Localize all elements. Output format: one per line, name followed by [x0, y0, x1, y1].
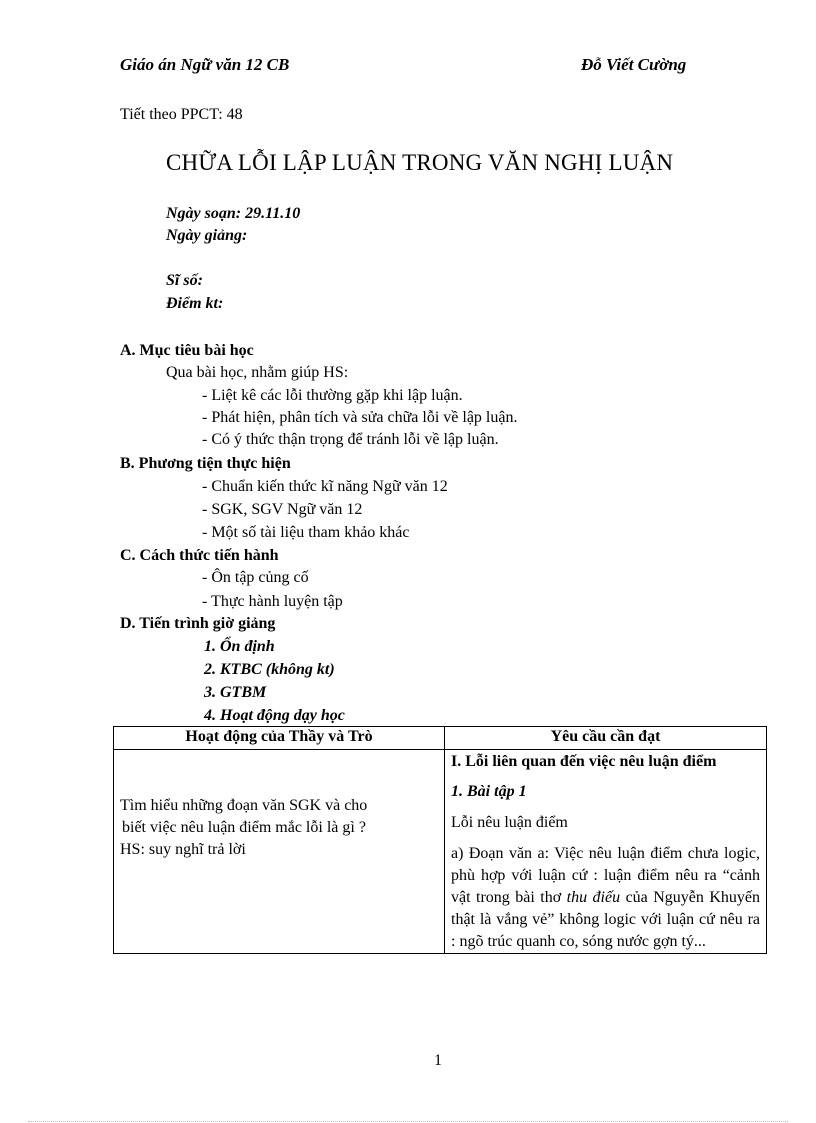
section-d-item: 3. GTBM	[204, 684, 267, 701]
section-d-item: 4. Hoạt động dạy học	[204, 707, 345, 724]
activity-text: Tìm hiểu những đoạn văn SGK và cho	[120, 797, 368, 814]
error-label: Lỗi nêu luận điểm	[451, 814, 568, 831]
exercise-title: 1. Bài tập 1	[451, 783, 527, 800]
class-size: Sĩ số:	[166, 272, 203, 289]
requirements-cell	[445, 750, 767, 954]
section-d-heading: D. Tiến trình giờ giảng	[120, 615, 276, 632]
section-c-item: - Thực hành luyện tập	[202, 593, 343, 610]
section-c-heading: C. Cách thức tiến hành	[120, 547, 279, 564]
page-title: CHỮA LỖI LẬP LUẬN TRONG VĂN NGHỊ LUẬN	[166, 150, 674, 175]
section-a-item: - Có ý thức thận trọng để tránh lỗi về lập luận.	[202, 431, 499, 448]
paragraph-analysis: a) Đoạn văn a: Việc nêu luận điểm chưa logic, phù hợp với luận cứ : luận điểm nêu ra “cảnh vật trong bài thơ thu điếu của Nguyễn Khuyến thật là vắng vẻ” không logic với luận cứ nêu ra : ngõ trúc quanh co, sóng nước gợn tý...	[451, 845, 761, 950]
section-b-item: - Một số tài liệu tham khảo khác	[202, 524, 410, 541]
paragraph-label: a)	[451, 845, 464, 862]
section-a-heading: A. Mục tiêu bài học	[120, 342, 254, 359]
column-header-requirements: Yêu cầu cần đạt	[445, 727, 767, 750]
lesson-plan-table	[113, 726, 767, 954]
column-header-activities: Hoạt động của Thầy và Trò	[114, 727, 445, 750]
header-left: Giáo án Ngữ văn 12 CB	[120, 55, 290, 74]
poem-title: thu điếu	[566, 889, 621, 906]
section-a-item: - Liệt kê các lỗi thường gặp khi lập luận.	[202, 387, 463, 404]
page-number: 1	[434, 1052, 442, 1069]
section-b-item: - Chuẩn kiến thức kĩ năng Ngữ văn 12	[202, 478, 448, 495]
table-header-row	[114, 727, 767, 750]
section-a-intro: Qua bài học, nhằm giúp HS:	[166, 364, 349, 381]
activity-text: biết việc nêu luận điểm mắc lỗi là gì ?	[122, 819, 366, 836]
attendance: Điểm kt:	[166, 295, 224, 312]
section-b-heading: B. Phương tiện thực hiện	[120, 455, 291, 472]
header-right: Đỗ Viết Cường	[581, 55, 687, 74]
date-prepared: Ngày soạn: 29.11.10	[166, 205, 301, 222]
lesson-number: Tiết theo PPCT: 48	[120, 106, 243, 123]
section-d-item: 1. Ổn định	[204, 638, 275, 655]
section-d-item: 2. KTBC (không kt)	[204, 661, 335, 678]
section-a-item: - Phát hiện, phân tích và sửa chữa lỗi về lập luận.	[202, 409, 518, 426]
table-row	[114, 750, 767, 954]
section-b-item: - SGK, SGV Ngữ văn 12	[202, 501, 363, 518]
requirement-heading: I. Lỗi liên quan đến việc nêu luận điểm	[451, 753, 717, 770]
activities-cell	[114, 750, 445, 954]
student-response: HS: suy nghĩ trả lời	[120, 841, 246, 858]
date-taught: Ngày giảng:	[166, 227, 248, 244]
page-bottom-divider	[28, 1121, 788, 1122]
section-c-item: - Ôn tập củng cố	[202, 569, 309, 586]
